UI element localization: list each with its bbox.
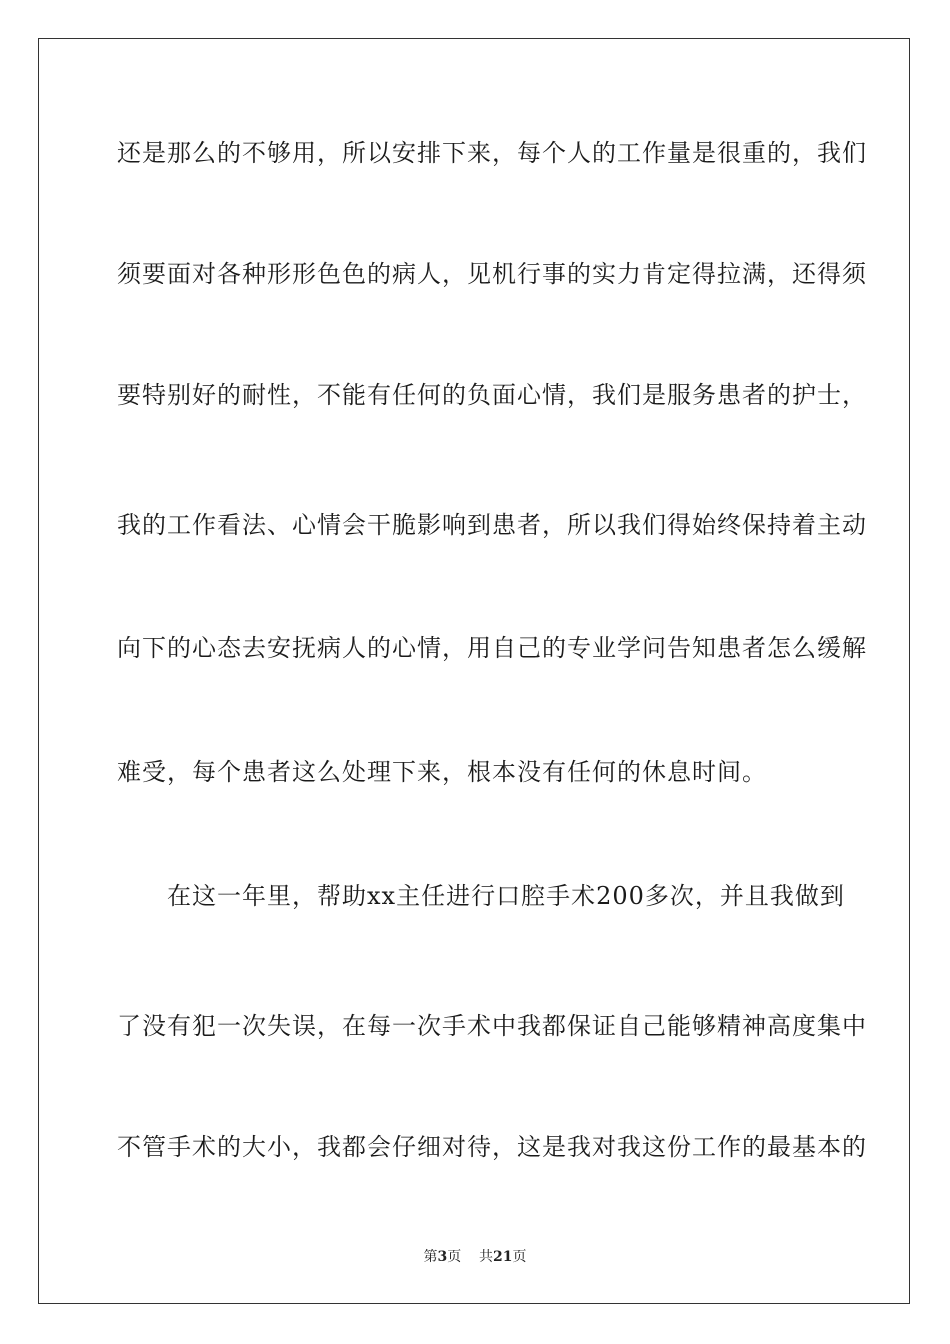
body-text-line: 要特别好的耐性，不能有任何的负面心情，我们是服务患者的护士， bbox=[117, 381, 867, 409]
body-text-line: 我的工作看法、心情会干脆影响到患者，所以我们得始终保持着主动 bbox=[117, 511, 867, 539]
body-text-line: 不管手术的大小，我都会仔细对待，这是我对我这份工作的最基本的 bbox=[117, 1133, 867, 1161]
page-frame bbox=[38, 38, 910, 1304]
paragraph-start-line: 在这一年里，帮助xx主任进行口腔手术200多次，并且我做到 bbox=[117, 882, 845, 910]
page-label-suffix: 页 bbox=[447, 1249, 462, 1265]
body-text-line: 向下的心态去安抚病人的心情，用自己的专业学问告知患者怎么缓解 bbox=[117, 634, 867, 662]
total-pages: 21 bbox=[493, 1249, 513, 1265]
page-number: 3 bbox=[437, 1249, 448, 1265]
body-text-line: 还是那么的不够用，所以安排下来，每个人的工作量是很重的，我们 bbox=[117, 139, 867, 167]
body-text-line: 须要面对各种形形色色的病人，见机行事的实力肯定得拉满，还得须 bbox=[117, 260, 867, 288]
total-label-suffix: 页 bbox=[512, 1249, 527, 1265]
page-label-prefix: 第 bbox=[423, 1249, 438, 1265]
body-text-line: 了没有犯一次失误，在每一次手术中我都保证自己能够精神高度集中 bbox=[117, 1012, 867, 1040]
page-footer bbox=[0, 1248, 950, 1266]
total-label-prefix: 共 bbox=[479, 1249, 494, 1265]
body-text-line: 难受，每个患者这么处理下来，根本没有任何的休息时间。 bbox=[117, 758, 767, 786]
